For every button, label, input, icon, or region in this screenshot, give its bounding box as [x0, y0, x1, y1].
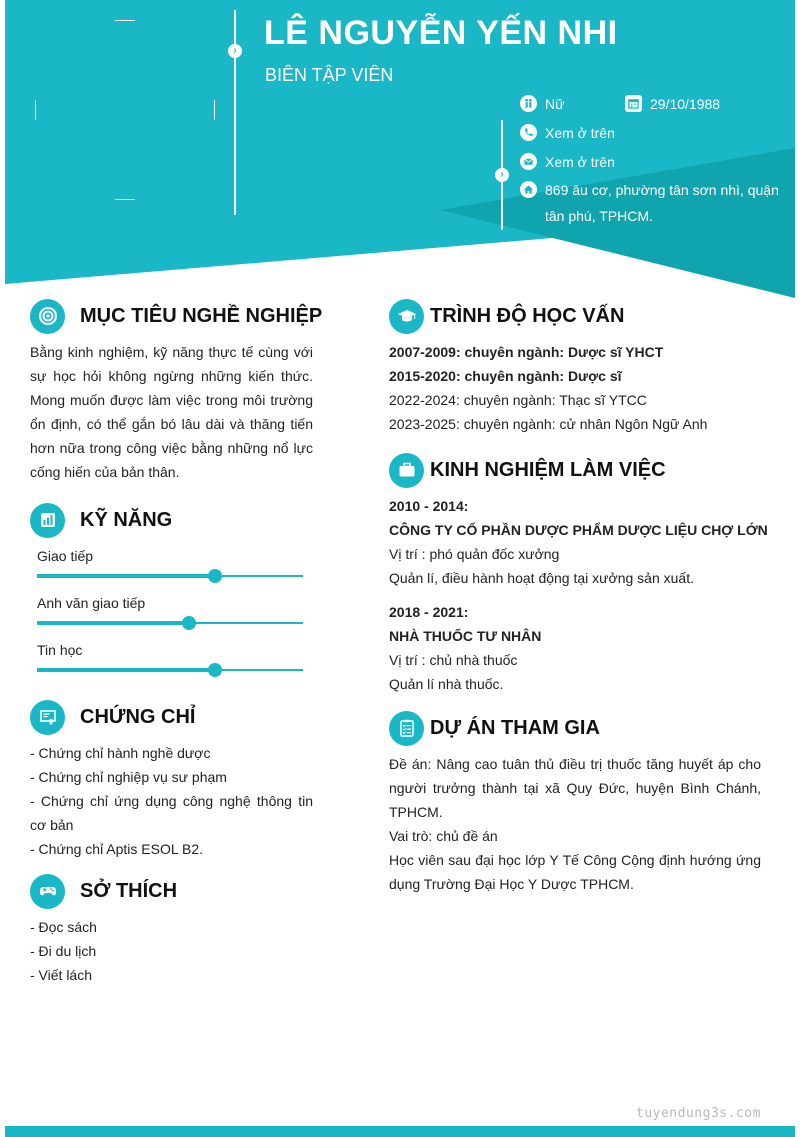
phone-value: Xem ở trên: [545, 125, 615, 141]
address-value: 869 âu cơ, phường tân sơn nhì, quận tân phú, TPHCM.: [545, 182, 779, 224]
section-title: DỰ ÁN THAM GIA: [430, 716, 600, 739]
skill-fill: [37, 574, 215, 578]
skill-knob: [208, 663, 222, 677]
education-section: [389, 298, 761, 436]
projects-section: [389, 710, 761, 896]
section-header: [389, 710, 761, 746]
job-entry: [389, 600, 761, 696]
job-description: Quản lí nhà thuốc.: [389, 676, 504, 692]
education-item: 2022-2024: chuyên ngành: Thạc sĩ YTCC: [389, 392, 647, 408]
certificate-item: - Chứng chỉ Aptis ESOL B2.: [30, 841, 204, 857]
skill-knob: [182, 616, 196, 630]
avatar-placeholder: [35, 20, 215, 200]
job-description: Quản lí, điều hành hoạt động tại xưởng sản xuất.: [389, 570, 694, 586]
education-item: 2015-2020: chuyên ngành: Dược sĩ: [389, 368, 622, 384]
calendar-icon: [625, 95, 642, 112]
birthday-row: [625, 91, 720, 117]
section-title: KỸ NĂNG: [80, 508, 173, 531]
hobby-item: - Viết lách: [30, 967, 92, 983]
education-item: 2007-2009: chuyên ngành: Dược sĩ YHCT: [389, 344, 664, 360]
chevron-right-icon: ›: [228, 44, 242, 58]
skill-row: [30, 591, 313, 638]
envelope-icon: [520, 153, 537, 170]
header: [0, 0, 800, 300]
birthday-value: 29/10/1988: [650, 96, 721, 112]
hobbies-list: [30, 915, 313, 987]
skill-fill: [37, 668, 215, 672]
skills-list: [30, 544, 313, 685]
section-header: [30, 502, 313, 538]
section-title: TRÌNH ĐỘ HỌC VẤN: [430, 304, 625, 327]
project-role: Vai trò: chủ đề án: [389, 828, 498, 844]
objective-section: [30, 298, 323, 484]
section-header: [30, 298, 323, 334]
skill-knob: [208, 569, 222, 583]
section-title: CHỨNG CHỈ: [80, 705, 196, 728]
section-title: KINH NGHIỆM LÀM VIỆC: [430, 458, 666, 481]
divider-line: [234, 10, 236, 215]
email-value: Xem ở trên: [545, 154, 615, 170]
briefcase-icon: [389, 453, 424, 488]
skill-fill: [37, 621, 189, 625]
project-description: Đề án: Nâng cao tuân thủ điều trị thuốc tăng huyết áp cho người trưởng thành tại xã Quy Đức, huyện Bình Chánh, TPHCM.: [389, 756, 761, 820]
gender-icon: [520, 95, 537, 112]
watermark: tuyendung3s.com: [636, 1106, 761, 1121]
section-header: [389, 452, 761, 488]
section-title: MỤC TIÊU NGHỀ NGHIỆP: [80, 304, 323, 327]
experience-list: [389, 494, 768, 696]
checklist-icon: [389, 711, 424, 746]
chevron-right-icon: ›: [495, 168, 509, 182]
section-header: [30, 873, 313, 909]
certificate-item: - Chứng chỉ hành nghề dược: [30, 745, 211, 761]
gender-row: [520, 91, 564, 117]
certificates-section: [30, 699, 313, 861]
footer-bar: [5, 1126, 795, 1137]
section-title: SỞ THÍCH: [80, 879, 178, 902]
job-position: Vị trí : phó quản đốc xưởng: [389, 546, 560, 562]
education-list: [389, 340, 761, 436]
job-period: 2018 - 2021:: [389, 604, 469, 620]
job-position: Vị trí : chủ nhà thuốc: [389, 652, 518, 668]
skill-label: Tin học: [37, 642, 83, 658]
section-header: [389, 298, 761, 334]
job-entry: [389, 494, 768, 590]
certificate-item: - Chứng chỉ nghiệp vụ sư phạm: [30, 769, 227, 785]
graduation-cap-icon: [389, 299, 424, 334]
right-column: [389, 298, 768, 896]
phone-row: [520, 120, 615, 146]
candidate-name: LÊ NGUYỄN YẾN NHI: [264, 14, 618, 52]
hobbies-section: [30, 873, 313, 987]
target-icon: [30, 299, 65, 334]
project-note: Học viên sau đại học lớp Y Tế Công Cộng định hướng ứng dụng Trường Đại Học Y Dược TPHCM.: [389, 852, 761, 892]
skill-label: Anh văn giao tiếp: [37, 595, 146, 611]
hobby-item: - Đọc sách: [30, 919, 97, 935]
bar-chart-icon: [30, 503, 65, 538]
gamepad-icon: [30, 874, 65, 909]
skill-row: [30, 544, 313, 591]
education-item: 2023-2025: chuyên ngành: cử nhân Ngôn Ngữ Anh: [389, 416, 708, 432]
certificate-icon: [30, 700, 65, 735]
certificate-item: - Chứng chỉ ứng dụng công nghệ thông tin cơ bản: [30, 793, 313, 833]
hobby-item: - Đi du lịch: [30, 943, 97, 959]
email-row: [520, 149, 615, 175]
candidate-role: BIÊN TẬP VIÊN: [265, 65, 394, 85]
home-icon: [520, 181, 537, 198]
left-column: [30, 298, 323, 987]
phone-icon: [520, 124, 537, 141]
address-row: [520, 177, 780, 229]
skills-section: [30, 502, 313, 685]
skill-row: [30, 638, 313, 685]
objective-text: Bằng kinh nghiệm, kỹ năng thực tế cùng với sự học hỏi không ngừng những kiến thức. Mong muốn được làm việc trong môi trường ổn định, có thể gắn bó lâu dài và thăng tiến hơn nữa trong công việc bằng những nổ lực cống hiến của bản thân.: [30, 344, 313, 480]
job-company: NHÀ THUỐC TƯ NHÂN: [389, 628, 542, 644]
job-company: CÔNG TY CỔ PHẦN DƯỢC PHẨM DƯỢC LIỆU CHỢ LỚN: [389, 522, 768, 538]
certificates-list: [30, 741, 313, 861]
experience-section: [389, 452, 768, 696]
section-header: [30, 699, 313, 735]
skill-label: Giao tiếp: [37, 548, 94, 564]
job-period: 2010 - 2014:: [389, 498, 469, 514]
gender-value: Nữ: [545, 96, 565, 112]
